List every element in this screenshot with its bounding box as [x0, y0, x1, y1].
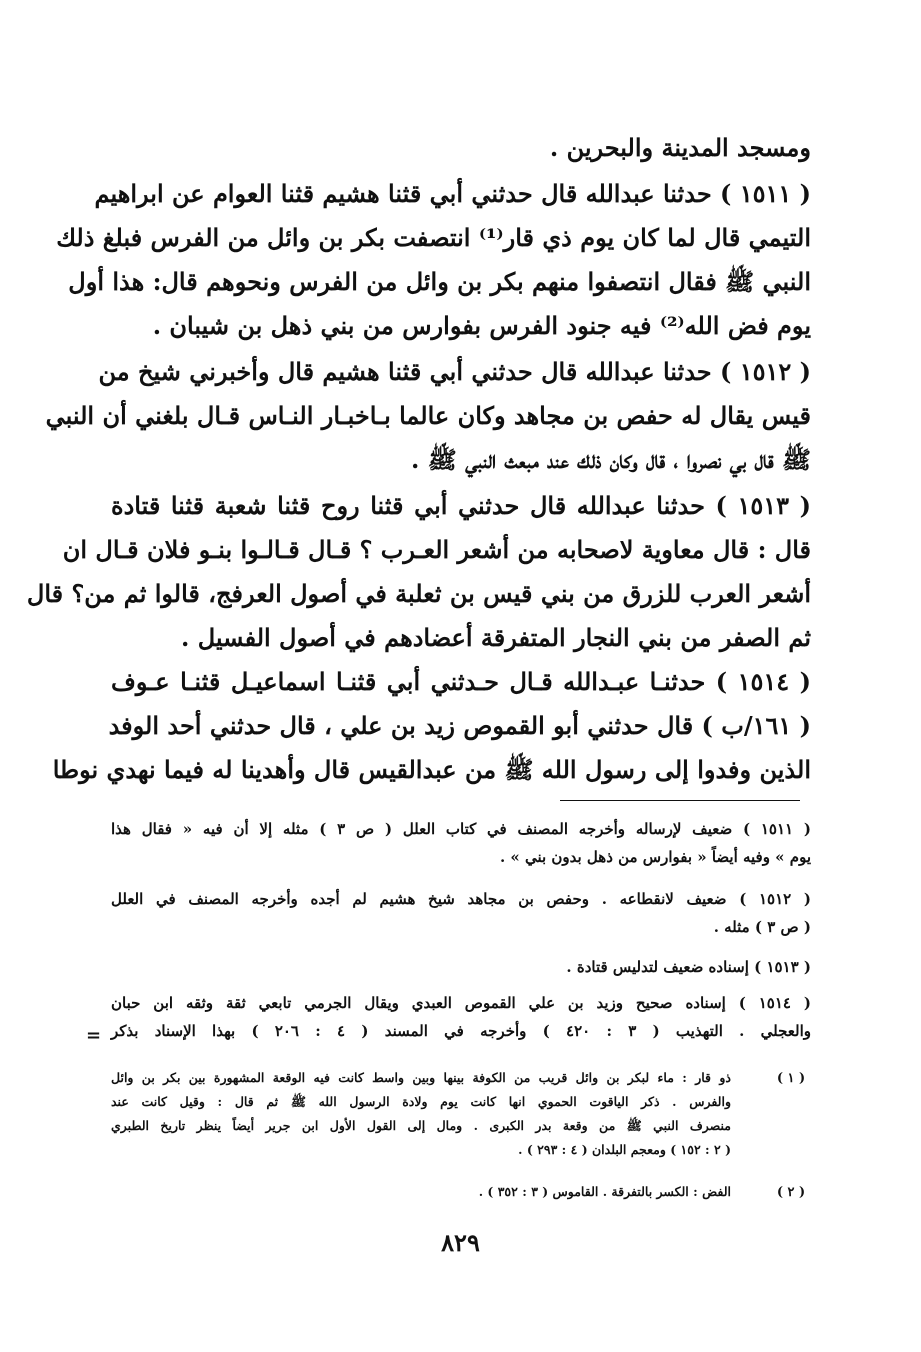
footnote-1514-line-2: والعجلي . التهذيب ( ٣ : ٤٢٠ ) وأخرجه في المسند ( ٤ : ٢٠٦ ) بهذا الإسناد بذكر	[111, 1022, 811, 1040]
note-1-line-2: والفرس . ذكر الياقوت الحموي انها كانت يوم ولادة الرسول الله ﷺ ثم قال : وقيل كانت عند	[111, 1094, 731, 1109]
continuation-mark: =	[86, 1025, 102, 1046]
page-number: ٨٢٩	[441, 1228, 480, 1257]
note-1-line-3: منصرف النبي ﷺ من وقعة بدر الكبرى . ومال إلى القول الأول ابن جرير أيضاً ينظر تاريخ الطبري	[111, 1118, 731, 1133]
hadith-1512-line-3: ﷺ قال بي نصروا ، قال وكان ذلك عند مبعث النبي ﷺ .	[411, 445, 811, 474]
footnote-separator	[560, 800, 800, 801]
footnote-1512-line-1: ( ١٥١٢ ) ضعيف لانقطاعه . وحفص بن مجاهد شيخ هشيم لم أجده وأخرجه المصنف في العلل	[111, 890, 812, 908]
hadith-1513-line-4: ثم الصفر من بني النجار المتفرقة أعضادهم في أصول الفسيل .	[181, 623, 811, 652]
footnote-1512-line-2: ( ص ٣ ) مثله .	[713, 918, 811, 936]
footnote-1513-line-1: ( ١٥١٣ ) إسناده ضعيف لتدليس قتادة .	[566, 958, 811, 976]
intro-line: ومسجد المدينة والبحرين .	[549, 133, 811, 162]
note-1-line-1: ذو قار : ماء لبكر بن وائل قريب من الكوفة بينها وبين واسط كانت فيه الوقعة المشهورة بين بكر بن وائل	[111, 1070, 731, 1085]
note-1-line-4: ( ٢ : ١٥٢ ) ومعجم البلدان ( ٤ : ٢٩٣ ) .	[518, 1142, 731, 1157]
note-1-number: ( ١ )	[776, 1071, 806, 1086]
hadith-1514-line-3: الذين وفدوا إلى رسول الله ﷺ من عبدالقيس قال وأهدينا له فيما نهدي نوطا	[52, 755, 811, 784]
footnote-1511-line-1: ( ١٥١١ ) ضعيف لإرساله وأخرجه المصنف في كتاب العلل ( ص ٣ ) مثله إلا أن فيه « فقال هذا	[111, 820, 811, 838]
hadith-1511-line-4: يوم فض الله⁽²⁾ فيه جنود الفرس بفوارس من بني ذهل بن شيبان .	[152, 311, 811, 340]
hadith-1511-line-3: النبي ﷺ فقال انتصفوا منهم بكر بن وائل من الفرس ونحوهم قال: هذا أول	[68, 267, 811, 296]
hadith-1514-line-2: ( ١٦١/ب ) قال حدثني أبو القموص زيد بن علي ، قال حدثني أحد الوفد	[108, 711, 811, 740]
note-2-line-1: الفض : الكسر بالتفرقة . القاموس ( ٣ : ٣٥٢ ) .	[478, 1184, 731, 1199]
hadith-1513-line-2: قال : قال معاوية لاصحابه من أشعر العـرب ؟ قـال قـالـوا بنـو فلان قـال ان	[62, 535, 811, 564]
footnote-1511-line-2: يوم » وفيه أيضاً « بفوارس من ذهل بدون بني » .	[499, 848, 811, 866]
note-2-number: ( ٢ )	[776, 1185, 806, 1200]
hadith-1512-line-2: قيس يقال له حفص بن مجاهد وكان عالما بـاخبـار النـاس قـال بلغني أن النبي	[45, 401, 811, 430]
hadith-1512-line-1: ( ١٥١٢ ) حدثنا عبدالله قال حدثني أبي قثنا هشيم قال وأخبرني شيخ من	[98, 357, 811, 386]
hadith-1511-line-2: التيمي قال لما كان يوم ذي قار⁽¹⁾ انتصفت بكر بن وائل من الفرس فبلغ ذلك	[56, 223, 811, 252]
hadith-1513-line-1: ( ١٥١٣ ) حدثنا عبدالله قال حدثني أبي قثنا روح قثنا شعبة قثنا قتادة	[111, 491, 811, 520]
hadith-1511-line-1: ( ١٥١١ ) حدثنا عبدالله قال حدثني أبي قثنا هشيم قثنا العوام عن ابراهيم	[94, 179, 811, 208]
footnote-1514-line-1: ( ١٥١٤ ) إسناده صحيح وزيد بن علي القموص العبدي ويقال الجرمي تابعي ثقة وثقه ابن حبان	[111, 994, 811, 1012]
hadith-1513-line-3: أشعر العرب للزرق من بني قيس بن ثعلبة في أصول العرفج، قالوا ثم من؟ قال	[26, 579, 811, 608]
hadith-1514-line-1: ( ١٥١٤ ) حدثنـا عبـدالله قـال حـدثني أبي قثنـا اسماعيـل قثنـا عـوف	[111, 667, 811, 696]
